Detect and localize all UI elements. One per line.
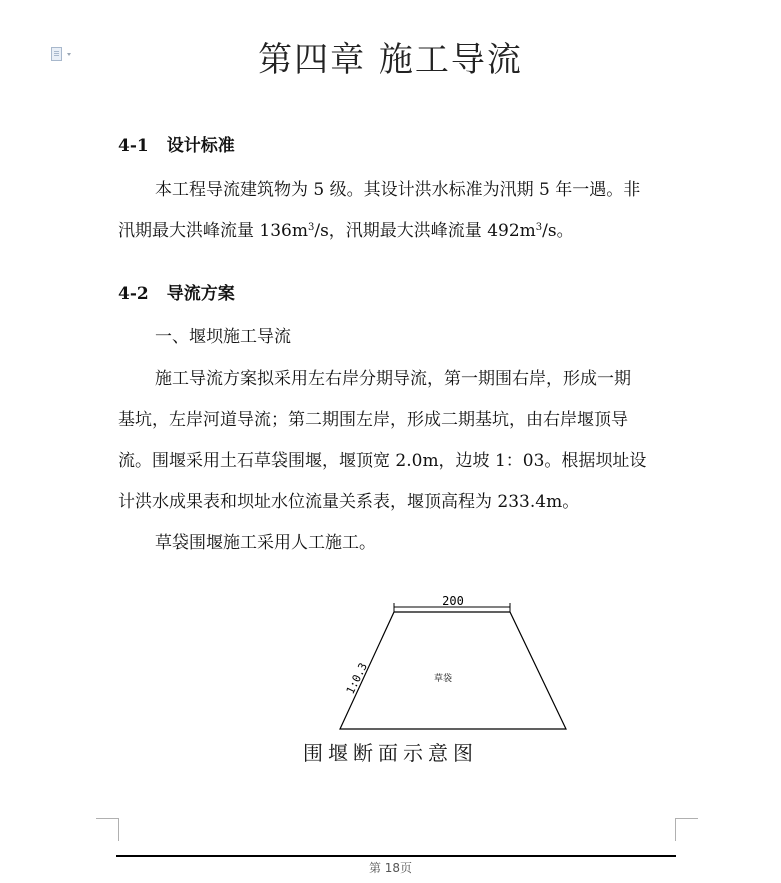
page-corner-mark-left [96,818,119,841]
paragraph-line: 计洪水成果表和坝址水位流量关系表，堰顶高程为 233.4m。 [118,492,580,512]
superscript: 3 [535,222,543,233]
paragraph-line: 草袋围堰施工采用人工施工。 [155,533,376,553]
cofferdam-outline [340,612,566,729]
text-run: /s。 [542,221,574,241]
section-number: 4-2 [118,284,149,304]
paragraph-line: 本工程导流建筑物为 5 级。其设计洪水标准为汛期 5 年一遇。非 [155,180,641,200]
paragraph-line: 流。围堰采用土石草袋围堰，堰顶宽 2.0m，边坡 1：03。根据坝址设 [118,451,647,471]
chapter-title: 第四章 施工导流 [258,40,523,80]
cofferdam-section-diagram [330,585,580,735]
footer-rule [116,855,676,857]
section-number: 4-1 [118,136,149,156]
section-title: 设计标准 [166,136,235,156]
page-number: 第 18页 [368,861,413,875]
fill-material-label: 草袋 [433,674,453,684]
section-heading-4-2 [118,279,235,304]
top-width-label: 200 [442,594,464,608]
text-run: 汛期最大洪峰流量 136m [118,221,308,241]
section-title: 导流方案 [166,284,235,304]
superscript: 3 [307,222,315,233]
section-heading-4-1 [118,131,235,156]
figure-caption: 围堰断面示意图 [303,741,478,765]
page-corner-mark-right [675,818,698,841]
paragraph-line: 施工导流方案拟采用左右岸分期导流，第一期围右岸，形成一期 [155,369,631,389]
slope-label: 1:0.3 [343,660,370,697]
subheading: 一、堰坝施工导流 [155,327,291,347]
paragraph-line: 基坑，左岸河道导流；第二期围左岸，形成二期基坑，由右岸堰顶导 [118,410,628,430]
text-run: /s，汛期最大洪峰流量 492m [314,221,536,241]
paragraph-line-flow [118,221,574,241]
